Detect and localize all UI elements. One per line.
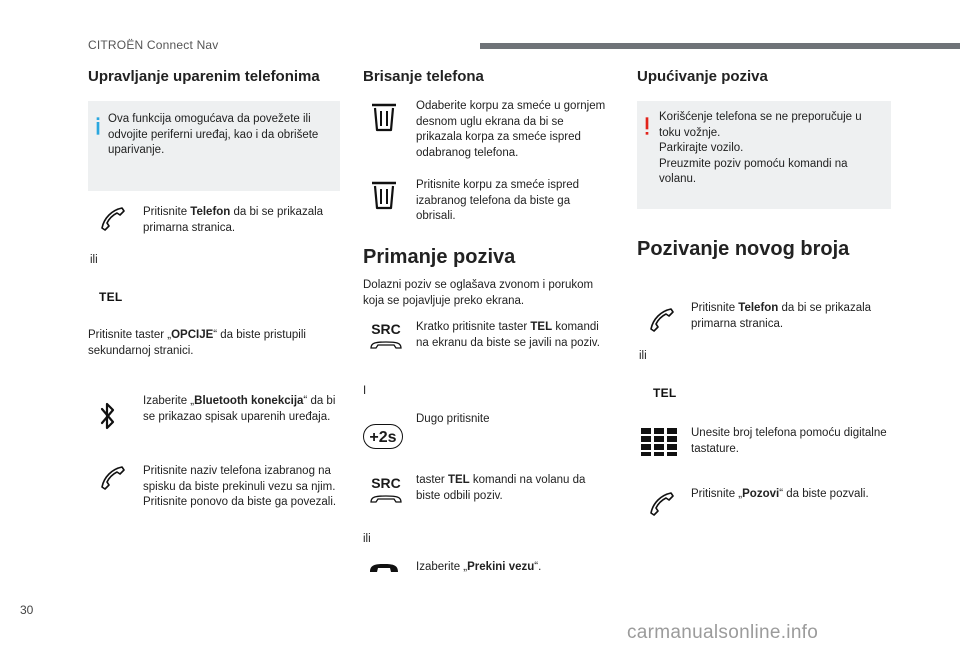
receive-intro: Dolazni poziv se oglašava zvonom i porukom koja se pojavljuje preko ekrana. — [363, 279, 594, 307]
end-call-step: Izaberite „Prekini vezu“. — [416, 561, 542, 573]
keypad-step: Unesite broj telefona pomoću digitalne tastature. — [691, 427, 887, 455]
trash-icon — [371, 102, 397, 132]
src-reject: taster TEL komandi na volanu da biste odbili poziv. — [416, 474, 586, 502]
header-bar — [480, 43, 960, 49]
src-icon: SRC — [369, 476, 403, 509]
step-phone-name: Pritisnite naziv telefona izabranog na spisku da biste prekinuli vezu sa njim. Pritisnite ponovo da biste ga povezali. — [143, 465, 337, 508]
trash-step-1: Odaberite korpu za smeće u gornjem desnom uglu ekrana da bi se prikazala korpa za smeće ispred odabranog telefona. — [416, 100, 606, 159]
page-number: 30 — [20, 603, 34, 617]
section-title-delete-phone: Brisanje telefona — [363, 68, 484, 85]
warning-icon — [645, 113, 649, 139]
or-text: ili — [363, 533, 371, 545]
tel-button-label: TEL — [653, 386, 677, 400]
section-title-receive-call: Primanje poziva — [363, 246, 516, 268]
two-seconds-icon: +2s — [363, 424, 405, 450]
hang-up-icon — [369, 562, 399, 574]
section-title-manage-phones: Upravljanje uparenim telefonima — [88, 68, 320, 85]
tel-button-label: TEL — [99, 290, 123, 304]
step-bluetooth: Izaberite „Bluetooth konekcija“ da bi se prikazao spisak uparenih uređaja. — [143, 395, 336, 423]
brand-header: CITROËN Connect Nav — [88, 38, 219, 52]
info-box — [88, 101, 340, 191]
trash-step-2: Pritisnite korpu za smeće ispred izabranog telefona da biste ga obrisali. — [416, 179, 579, 222]
and-text: I — [363, 385, 367, 397]
watermark: carmanualsonline.info — [627, 622, 819, 643]
or-text: ili — [639, 350, 647, 362]
handset-icon — [648, 490, 676, 516]
src-icon: SRC — [369, 322, 403, 355]
options-paragraph: Pritisnite taster „OPCIJE“ da biste pristupili sekundarnoj stranici. — [88, 329, 306, 357]
dial-step-telefon: Pritisnite Telefon da bi se prikazala primarna stranica. — [691, 302, 872, 330]
warning-box — [637, 101, 891, 209]
or-text: ili — [90, 254, 98, 266]
src-short-press: Kratko pritisnite taster TEL komandi na ekranu da biste se javili na poziv. — [416, 321, 600, 349]
info-icon — [96, 113, 100, 139]
warning-text: Korišćenje telefona se ne preporučuje u toku vožnje. Parkirajte vozilo. Preuzmite poziv pomoću komandi na volanu. — [659, 111, 862, 185]
handset-icon — [648, 306, 676, 332]
long-press-text: Dugo pritisnite — [416, 413, 490, 425]
section-title-dial-new: Pozivanje novog broja — [637, 238, 850, 260]
handset-icon — [99, 464, 127, 490]
section-title-make-call: Upućivanje poziva — [637, 68, 768, 85]
step-telefon: Pritisnite Telefon da bi se prikazala primarna stranica. — [143, 206, 324, 234]
info-text: Ova funkcija omogućava da povežete ili odvojite periferni uređaj, kao i da obrišete uparivanje. — [108, 113, 319, 156]
handset-icon — [99, 205, 127, 231]
trash-icon — [371, 180, 397, 210]
call-step: Pritisnite „Pozovi“ da biste pozvali. — [691, 488, 869, 500]
bluetooth-icon — [100, 400, 116, 432]
keypad-icon — [641, 428, 679, 456]
